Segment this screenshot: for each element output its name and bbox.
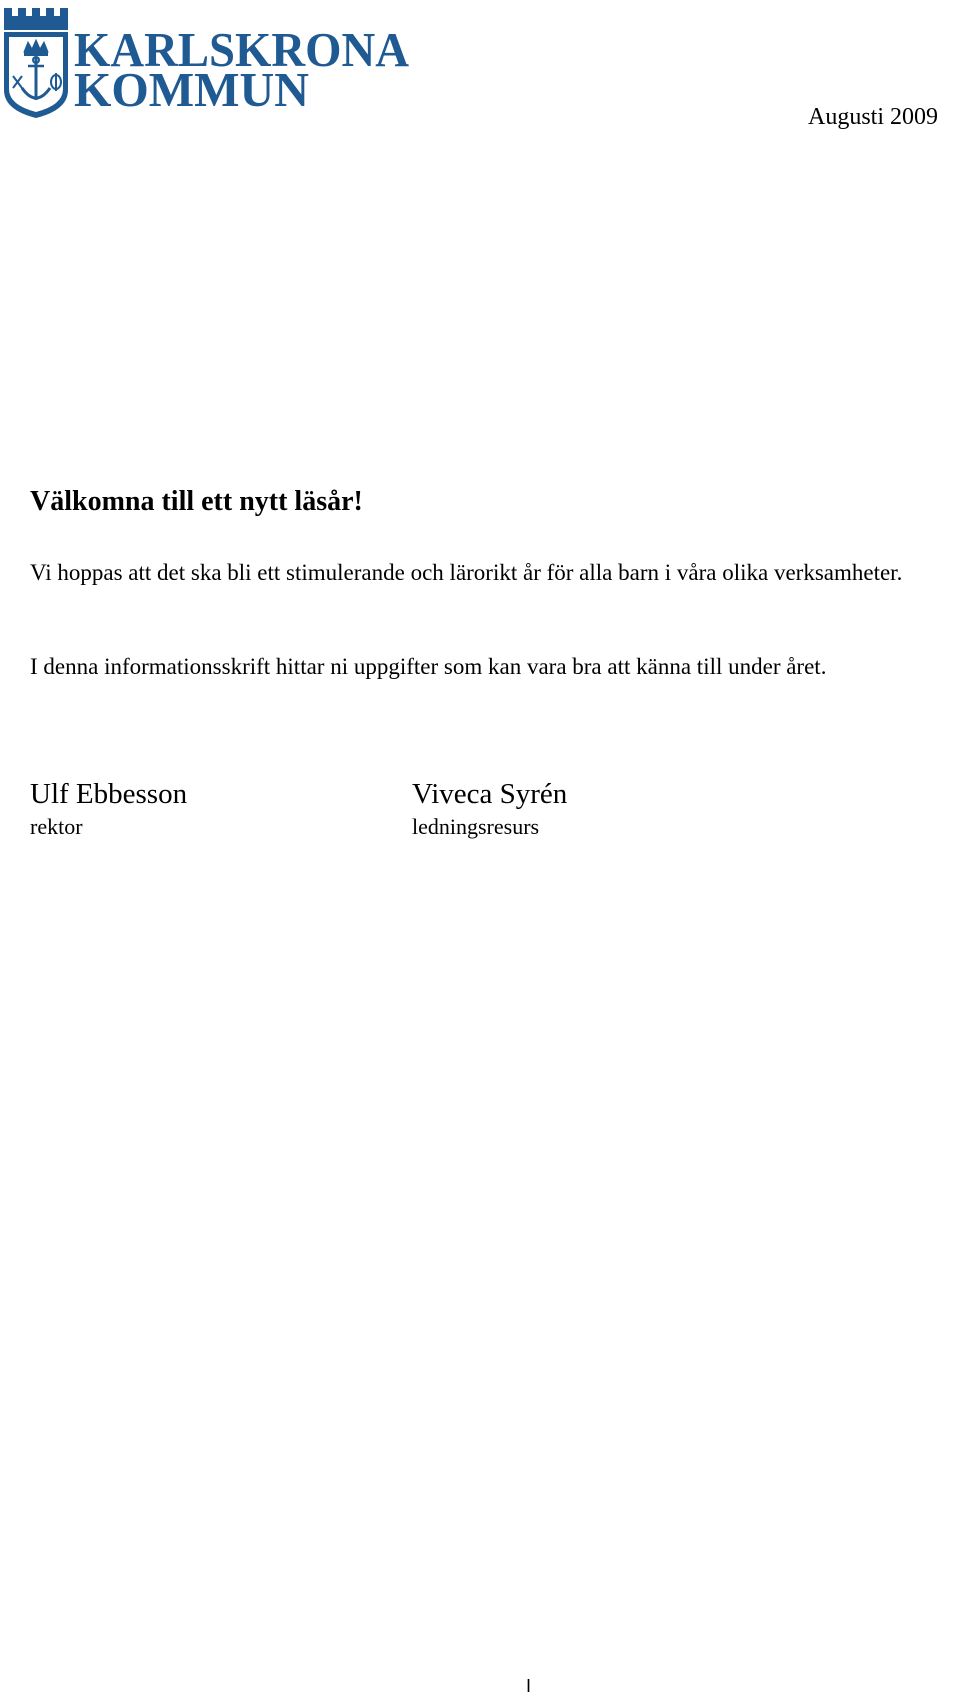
logo-line1: KARLSKRONA (74, 22, 410, 77)
info-paragraph: I denna informationsskrift hittar ni uppgifter som kan vara bra att känna till under året. (30, 654, 827, 679)
signature-name: Viveca Syrén (412, 778, 568, 810)
signature-block-management (412, 776, 567, 842)
karlskrona-kommun-logo (0, 2, 450, 120)
intro-paragraph: Vi hoppas att det ska bli ett stimulerande och lärorikt år för alla barn i våra olika verksamheter. (30, 560, 903, 585)
signature-role: rektor (30, 814, 83, 839)
signature-role: ledningsresurs (412, 814, 540, 839)
document-date: Augusti 2009 (807, 104, 938, 130)
karlskrona-coat-of-arms-icon (0, 2, 450, 120)
logo-line2: KOMMUN (74, 62, 309, 117)
signature-name: Ulf Ebbesson (30, 778, 188, 810)
welcome-heading: Välkomna till ett nytt läsår! (30, 486, 363, 517)
signature-block-principal (30, 776, 187, 842)
page-number: I (526, 1676, 532, 1696)
